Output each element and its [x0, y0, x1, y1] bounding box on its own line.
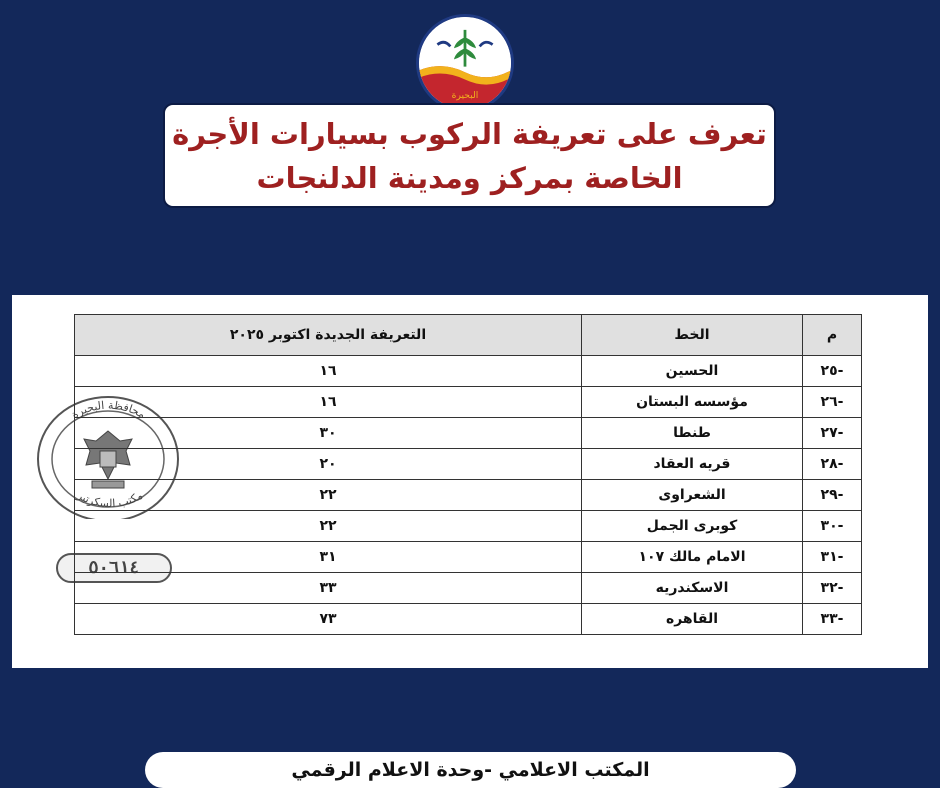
row-route: طنطا: [582, 418, 803, 449]
table-row: [75, 542, 862, 573]
row-number: -٣١: [803, 542, 862, 573]
row-route: الاسكندريه: [582, 573, 803, 604]
title-box: [163, 103, 776, 208]
row-fare: ١٦: [75, 387, 582, 418]
row-fare: ٣١: [75, 542, 582, 573]
row-fare: ١٦: [75, 356, 582, 387]
table-header-row: [75, 315, 862, 356]
column-header-fare: التعريفة الجديدة اكتوبر ٢٠٢٥: [75, 315, 582, 356]
table-row: [75, 573, 862, 604]
row-fare: ٧٣: [75, 604, 582, 635]
row-route: الشعراوى: [582, 480, 803, 511]
row-route: قريه العقاد: [582, 449, 803, 480]
footer-text: المكتب الاعلامي -وحدة الاعلام الرقمي: [291, 759, 650, 781]
row-number: -٢٨: [803, 449, 862, 480]
table-row: [75, 480, 862, 511]
row-number: -٣٠: [803, 511, 862, 542]
column-header-number: م: [803, 315, 862, 356]
logo-text: البحيرة: [451, 89, 479, 101]
row-number: -٢٧: [803, 418, 862, 449]
table-row: [75, 449, 862, 480]
row-fare: ٣٠: [75, 418, 582, 449]
row-number: -٣٢: [803, 573, 862, 604]
row-number: -٣٣: [803, 604, 862, 635]
governorate-logo: [416, 14, 514, 112]
table-row: [75, 418, 862, 449]
row-route: مؤسسه البستان: [582, 387, 803, 418]
scanned-document: [12, 295, 928, 668]
stamp-bottom-text: مكتب السكرتير: [75, 488, 145, 511]
table-row: [75, 356, 862, 387]
table-row: [75, 604, 862, 635]
row-route: كوبرى الجمل: [582, 511, 803, 542]
row-number: -٢٥: [803, 356, 862, 387]
row-fare: ٢٠: [75, 449, 582, 480]
page-title-line-2: الخاصة بمركز ومدينة الدلنجات: [256, 160, 683, 195]
serial-number-stamp: ٥٠٦١٤: [56, 553, 172, 583]
row-fare: ٢٢: [75, 480, 582, 511]
row-number: -٢٩: [803, 480, 862, 511]
page-title-line-1: تعرف على تعريفة الركوب بسيارات الأجرة: [172, 116, 767, 151]
row-route: الحسين: [582, 356, 803, 387]
fare-table: [74, 314, 862, 635]
row-route: الامام مالك ١٠٧: [582, 542, 803, 573]
table-row: [75, 511, 862, 542]
row-route: القاهره: [582, 604, 803, 635]
row-fare: ٢٢: [75, 511, 582, 542]
row-number: -٢٦: [803, 387, 862, 418]
table-row: [75, 387, 862, 418]
stamp-top-text: محافظة البحيرة: [69, 398, 148, 422]
footer-bar: [145, 752, 796, 788]
row-fare: ٣٣: [75, 573, 582, 604]
column-header-route: الخط: [582, 315, 803, 356]
